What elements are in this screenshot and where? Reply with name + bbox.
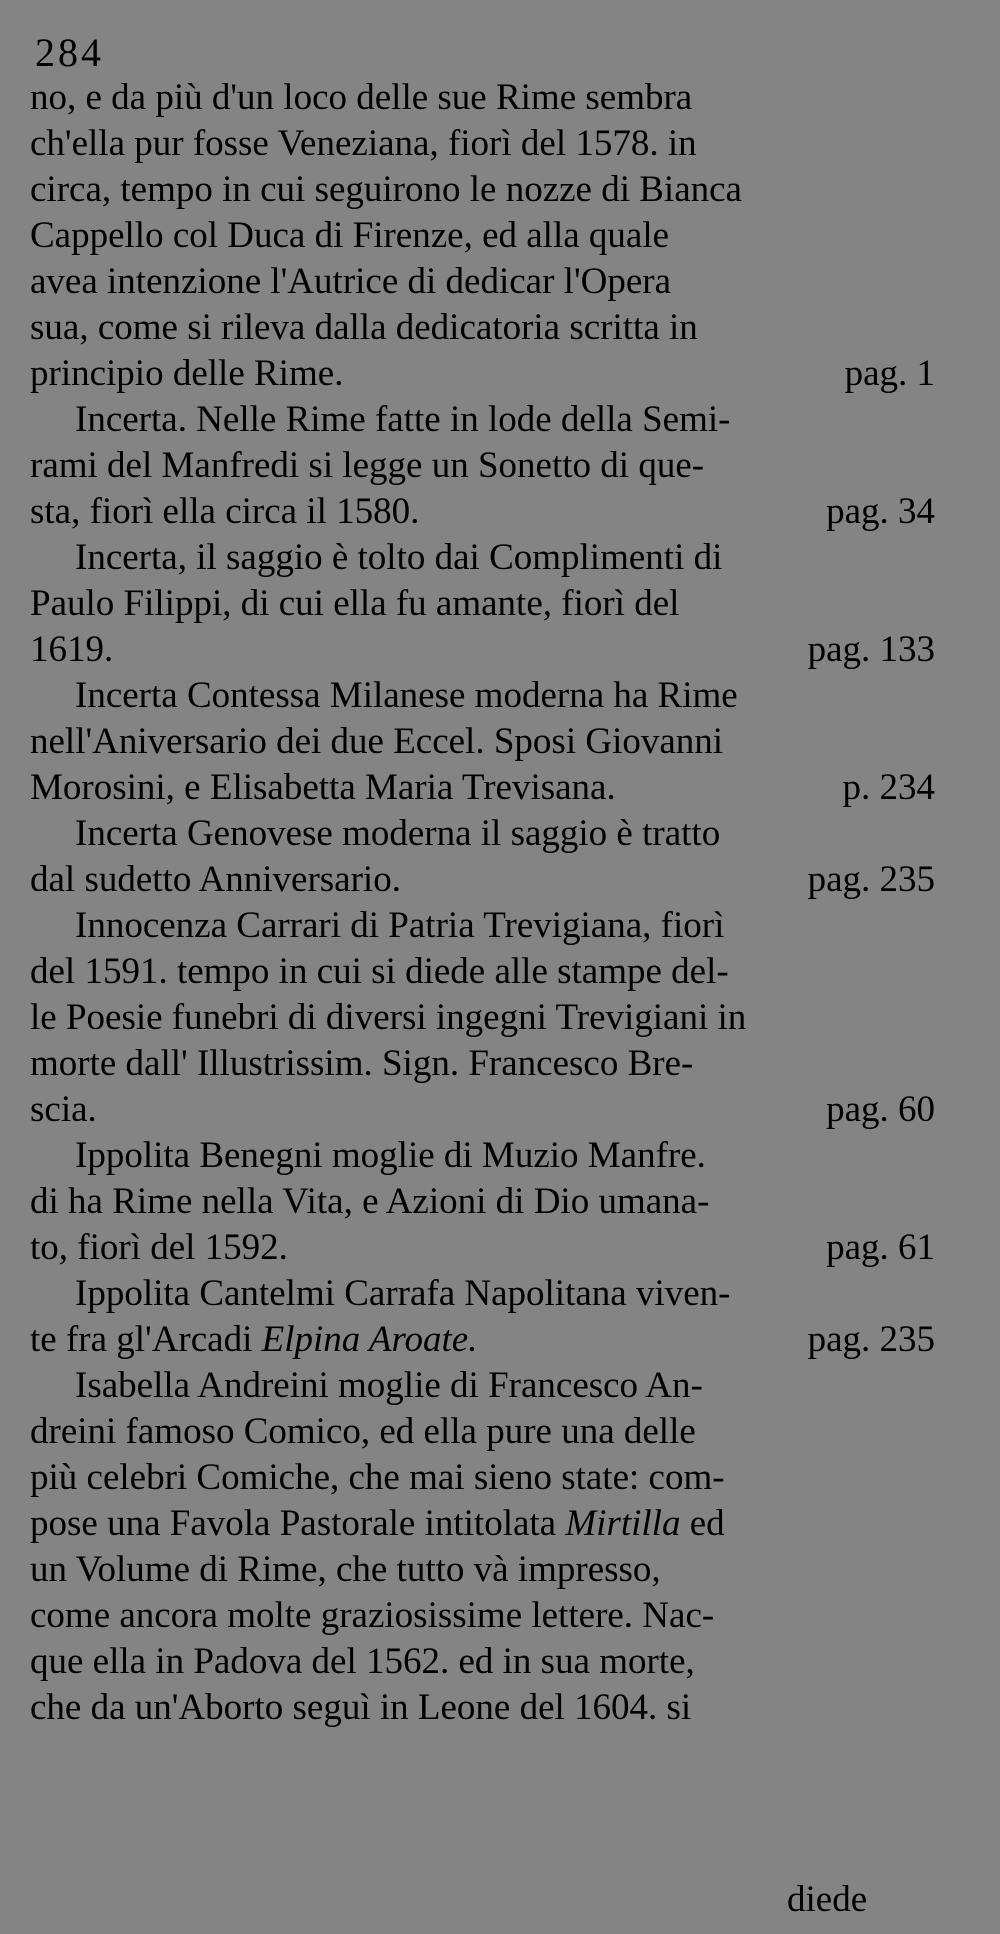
text-line: un Volume di Rime, che tutto và impresso, (30, 1549, 661, 1590)
page-number: 284 (35, 30, 104, 75)
text-line: avea intenzione l'Autrice di dedicar l'Opera (30, 261, 671, 302)
text-line: come ancora molte graziosissime lettere. Nac- (30, 1595, 715, 1636)
text-line: del 1591. tempo in cui si diede alle stampe del- (30, 951, 729, 992)
catchword: diede (787, 1879, 868, 1920)
text-line (30, 1501, 935, 1547)
text-line: Innocenza Carrari di Patria Trevigiana, fiorì (75, 905, 725, 946)
text-line (30, 351, 935, 397)
line-text: Morosini, e Elisabetta Maria Trevisana. (30, 767, 616, 808)
page-reference: pag. 1 (844, 353, 935, 394)
text-line: Ippolita Benegni moglie di Muzio Manfre. (75, 1135, 706, 1176)
text-line (30, 765, 935, 811)
italic-name: Mirtilla (565, 1503, 681, 1544)
page-reference: p. 234 (842, 767, 935, 808)
italic-name: Elpina Aroate. (261, 1319, 478, 1360)
page-reference: pag. 34 (826, 491, 935, 532)
text-line: Incerta Contessa Milanese moderna ha Rime (75, 675, 738, 716)
text-line (30, 1317, 935, 1363)
text-line: rami del Manfredi si legge un Sonetto di que- (30, 445, 705, 486)
text-line: Paulo Filippi, di cui ella fu amante, fiorì del (30, 583, 680, 624)
line-text: principio delle Rime. (30, 353, 344, 394)
text-line (30, 627, 935, 673)
page-reference: pag. 60 (826, 1089, 935, 1130)
text-line: Incerta. Nelle Rime fatte in lode della Semi- (75, 399, 731, 440)
line-text: pose una Favola Pastorale intitolata Mirtilla ed (30, 1503, 725, 1544)
text-line: sua, come si rileva dalla dedicatoria scritta in (30, 307, 698, 348)
line-text: to, fiorì del 1592. (30, 1227, 288, 1268)
line-text: sta, fiorì ella circa il 1580. (30, 491, 420, 532)
text-line (30, 1225, 935, 1271)
text-line: ch'ella pur fosse Veneziana, fiorì del 1578. in (30, 123, 697, 164)
text-line: Ippolita Cantelmi Carrafa Napolitana viven- (75, 1273, 731, 1314)
text-line (30, 1087, 935, 1133)
text-block (30, 75, 935, 1731)
line-text: te fra gl'Arcadi Elpina Aroate. (30, 1319, 478, 1360)
text-line: nell'Aniversario dei due Eccel. Sposi Giovanni (30, 721, 724, 762)
line-text: scia. (30, 1089, 97, 1130)
text-line: morte dall' Illustrissim. Sign. Francesco Bre- (30, 1043, 694, 1084)
page-reference: pag. 235 (807, 1319, 935, 1360)
text-line: Isabella Andreini moglie di Francesco An- (75, 1365, 703, 1406)
text-line: dreini famoso Comico, ed ella pure una delle (30, 1411, 696, 1452)
text-line: Incerta, il saggio è tolto dai Complimenti di (75, 537, 723, 578)
text-line: circa, tempo in cui seguirono le nozze di Bianca (30, 169, 742, 210)
line-text: dal sudetto Anniversario. (30, 859, 401, 900)
text-line: que ella in Padova del 1562. ed in sua morte, (30, 1641, 695, 1682)
text-line: di ha Rime nella Vita, e Azioni di Dio umana- (30, 1181, 710, 1222)
text-line: Cappello col Duca di Firenze, ed alla quale (30, 215, 670, 256)
text-line: che da un'Aborto seguì in Leone del 1604. si (30, 1687, 692, 1728)
text-line: no, e da più d'un loco delle sue Rime sembra (30, 77, 693, 118)
page-reference: pag. 61 (826, 1227, 935, 1268)
line-text: 1619. (30, 629, 114, 670)
text-line: più celebri Comiche, che mai sieno state: com- (30, 1457, 725, 1498)
text-line: le Poesie funebri di diversi ingegni Trevigiani in (30, 997, 747, 1038)
text-line: Incerta Genovese moderna il saggio è tratto (75, 813, 721, 854)
text-line (30, 857, 935, 903)
page-reference: pag. 235 (807, 859, 935, 900)
text-line (30, 489, 935, 535)
page-reference: pag. 133 (807, 629, 935, 670)
